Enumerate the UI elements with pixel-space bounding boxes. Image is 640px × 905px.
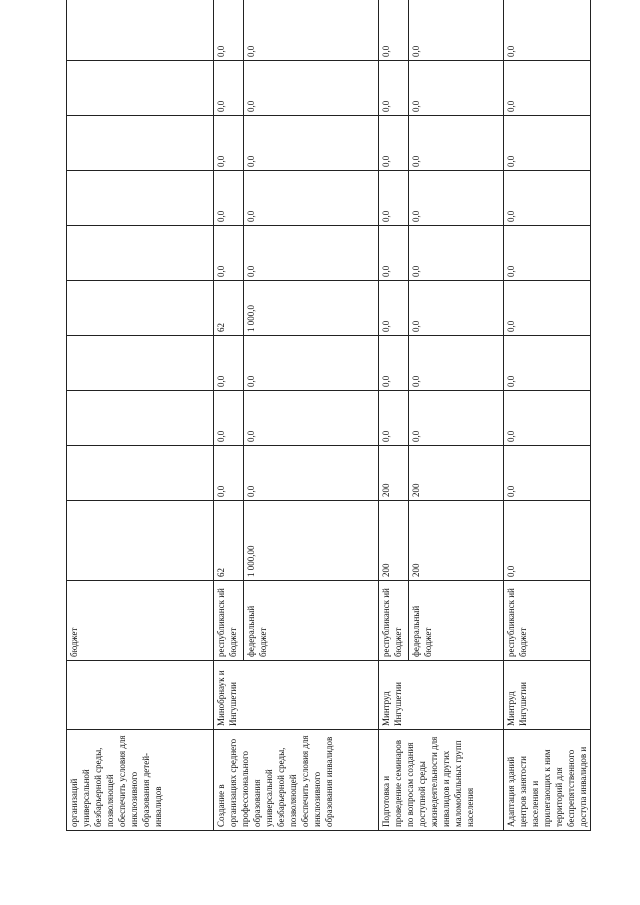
value-cell: 0,0: [409, 336, 504, 391]
value-cell: [67, 116, 214, 171]
budget-table: [66, 0, 591, 831]
value-cell: 0,0: [244, 391, 379, 446]
measure-name-cell: Создание в организациях среднего профессионального образования универсальной безбарьерной среды, позволяющей обеспечить условия для инклюзивного образования инвалидов: [214, 730, 379, 831]
value-cell: 0,0: [504, 116, 591, 171]
budget-source-cell: республиканск ий бюджет: [504, 581, 591, 661]
value-cell: 0,0: [214, 0, 244, 61]
value-cell: [67, 281, 214, 336]
table-row: [379, 0, 409, 831]
value-cell: 0,0: [244, 226, 379, 281]
value-cell: 0,0: [214, 446, 244, 501]
value-cell: 0,0: [244, 0, 379, 61]
executor-cell: Минтруд Ингушетии: [504, 661, 591, 730]
value-cell: 0,0: [379, 391, 409, 446]
value-cell: 0,0: [409, 281, 504, 336]
value-cell: 200: [409, 446, 504, 501]
value-cell: [67, 226, 214, 281]
budget-source-cell: федеральный бюджет: [409, 581, 504, 661]
value-cell: 0,0: [504, 391, 591, 446]
budget-source-cell: республиканск ий бюджет: [379, 581, 409, 661]
value-cell: [67, 501, 214, 581]
measure-name-cell: Подготовка и проведение семинаров по вопросам создания доступной среды жизнедеятельности для инвалидов и других маломобильных групп населения: [379, 730, 504, 831]
measure-name-cell: организаций универсальной безбарьерной среды, позволяющей обеспечить условия для инклюзивного образования детей-инвалидов: [67, 730, 214, 831]
value-cell: 62: [214, 281, 244, 336]
value-cell: 0,0: [244, 116, 379, 171]
value-cell: 0,0: [504, 281, 591, 336]
value-cell: 0,0: [214, 226, 244, 281]
executor-cell: Минтруд Ингушетии: [379, 661, 504, 730]
value-cell: 0,0: [379, 281, 409, 336]
value-cell: 1 000,0: [244, 281, 379, 336]
budget-source-cell: федеральный бюджет: [244, 581, 379, 661]
value-cell: 0,0: [409, 61, 504, 116]
table-row: [214, 0, 244, 831]
value-cell: 0,0: [379, 61, 409, 116]
value-cell: 0,0: [409, 116, 504, 171]
value-cell: 0,0: [504, 446, 591, 501]
value-cell: 0,0: [504, 226, 591, 281]
value-cell: 0,0: [214, 61, 244, 116]
value-cell: 0,0: [214, 116, 244, 171]
value-cell: 0,0: [504, 501, 591, 581]
value-cell: 0,0: [504, 0, 591, 61]
value-cell: 0,0: [504, 336, 591, 391]
value-cell: 0,0: [244, 446, 379, 501]
value-cell: [67, 61, 214, 116]
value-cell: [67, 336, 214, 391]
value-cell: 0,0: [379, 116, 409, 171]
value-cell: [67, 446, 214, 501]
measure-name-cell: Адаптация зданий центров занятости населения и прилегающих к ним территорий для беспрепятственного доступа инвалидов и: [504, 730, 591, 831]
value-cell: 0,0: [379, 336, 409, 391]
value-cell: 200: [379, 446, 409, 501]
value-cell: 0,0: [409, 0, 504, 61]
value-cell: 0,0: [244, 171, 379, 226]
executor-cell: [67, 661, 214, 730]
value-cell: 1 000,00: [244, 501, 379, 581]
table-row: [504, 0, 591, 831]
value-cell: 0,0: [409, 226, 504, 281]
value-cell: [67, 0, 214, 61]
value-cell: 0,0: [214, 171, 244, 226]
value-cell: 0,0: [409, 391, 504, 446]
value-cell: 0,0: [244, 336, 379, 391]
table-row: [67, 0, 214, 831]
value-cell: 0,0: [504, 61, 591, 116]
value-cell: 0,0: [504, 171, 591, 226]
value-cell: 0,0: [214, 391, 244, 446]
executor-cell: Минобрнаук и Ингушетии: [214, 661, 379, 730]
value-cell: [67, 391, 214, 446]
value-cell: 200: [379, 501, 409, 581]
value-cell: 0,0: [379, 226, 409, 281]
budget-source-cell: бюджет: [67, 581, 214, 661]
value-cell: 200: [409, 501, 504, 581]
value-cell: 62: [214, 501, 244, 581]
budget-source-cell: республиканск ий бюджет: [214, 581, 244, 661]
value-cell: 0,0: [244, 61, 379, 116]
value-cell: [67, 171, 214, 226]
value-cell: 0,0: [379, 171, 409, 226]
rotated-table-page: [66, 23, 588, 831]
value-cell: 0,0: [379, 0, 409, 61]
value-cell: 0,0: [214, 336, 244, 391]
value-cell: 0,0: [409, 171, 504, 226]
